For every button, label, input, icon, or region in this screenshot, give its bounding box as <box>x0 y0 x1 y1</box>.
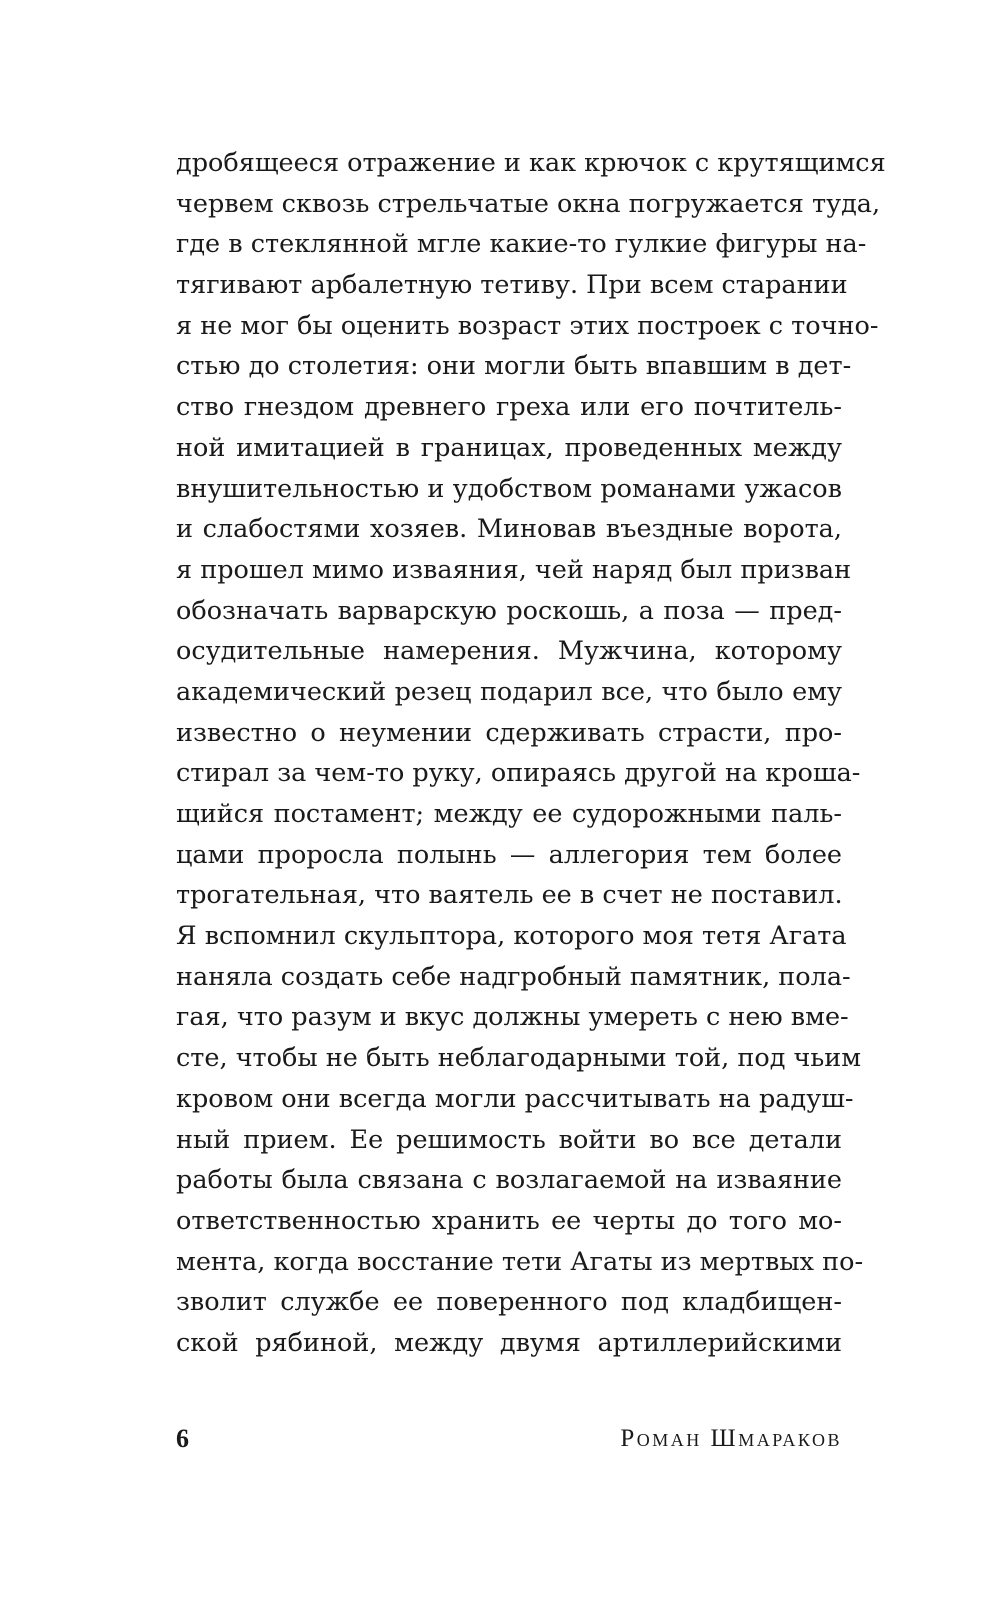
text-line: ответственностью хранить ее черты до того мо- <box>176 1205 842 1236</box>
text-line: я прошел мимо изваяния, чей наряд был призван <box>176 554 852 585</box>
text-line: ство гнездом древнего греха или его почтитель- <box>176 392 842 423</box>
page-footer <box>176 1422 842 1456</box>
text-line: известно о неумении сдерживать страсти, про- <box>176 717 842 748</box>
text-line: ной имитацией в границах, проведенных между <box>176 432 842 463</box>
text-line: внушительностью и удобством романами ужасов <box>176 473 842 504</box>
text-line: тягивают арбалетную тетиву. При всем старании <box>176 270 848 301</box>
text-line: червем сквозь стрельчатые окна погружается туда, <box>176 188 881 219</box>
text-line: дробящееся отражение и как крючок с крутящимся <box>176 148 886 178</box>
text-line: кровом они всегда могли рассчитывать на радуш- <box>176 1083 854 1114</box>
text-line: где в стеклянной мгле какие-то гулкие фигуры на- <box>176 229 867 260</box>
running-header-author: Роман Шмараков <box>620 1425 842 1452</box>
text-line: стирал за чем-то руку, опираясь другой на кроша- <box>176 758 861 789</box>
text-line: академический резец подарил все, что было ему <box>176 676 842 707</box>
text-line: мента, когда восстание тети Агаты из мертвых по- <box>176 1246 864 1277</box>
body-text <box>176 143 886 1364</box>
text-line: я не мог бы оценить возраст этих построек с точно- <box>176 310 879 341</box>
text-line: гая, что разум и вкус должны умереть с нею вме- <box>176 1002 849 1033</box>
text-line: ской рябиной, между двумя артиллерийскими <box>176 1327 842 1358</box>
text-line: ный прием. Ее решимость войти во все детали <box>176 1124 842 1155</box>
text-line: щийся постамент; между ее судорожными паль- <box>176 799 842 829</box>
text-line: работы была связана с возлагаемой на изваяние <box>176 1165 842 1196</box>
text-line: цами проросла полынь — аллегория тем более <box>176 839 842 870</box>
text-line: зволит службе ее поверенного под кладбищен- <box>176 1287 842 1318</box>
text-line: сте, чтобы не быть неблагодарными той, под чьим <box>176 1043 862 1074</box>
text-line: трогательная, что ваятель ее в счет не поставил. <box>176 880 843 911</box>
text-line: стью до столетия: они могли быть впавшим в дет- <box>176 351 852 382</box>
text-line: наняла создать себе надгробный памятник, пола- <box>176 961 851 992</box>
text-line: и слабостями хозяев. Миновав въездные ворота, <box>176 514 842 545</box>
text-line: Я вспомнил скульптора, которого моя тетя Агата <box>176 921 847 952</box>
page-number: 6 <box>176 1424 189 1453</box>
text-line: обозначать варварскую роскошь, а поза — пред- <box>176 595 842 626</box>
text-line: осудительные намерения. Мужчина, которому <box>176 636 842 667</box>
